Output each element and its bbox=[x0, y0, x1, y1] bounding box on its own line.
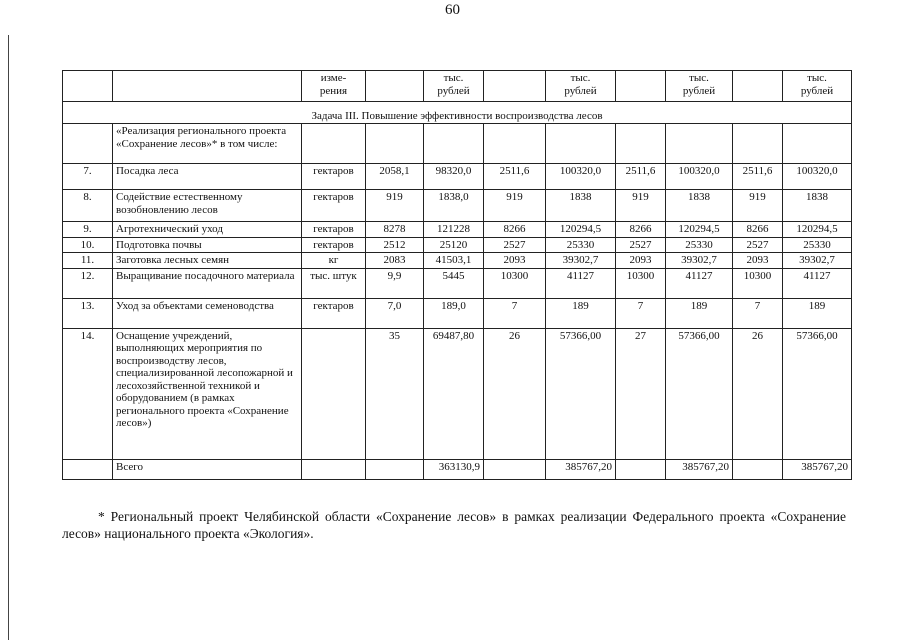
row-unit: гектаров bbox=[302, 190, 366, 222]
row-value: 1838 bbox=[666, 190, 733, 222]
row-value: 919 bbox=[366, 190, 424, 222]
row-name: Содействие естественному возобновлению лесов bbox=[113, 190, 302, 222]
row-value: 25330 bbox=[783, 237, 852, 253]
total-value: 363130,9 bbox=[424, 459, 484, 479]
row-value: 120294,5 bbox=[783, 222, 852, 238]
money-header: тыс. рублей bbox=[666, 71, 733, 102]
row-value: 2511,6 bbox=[484, 164, 546, 190]
project-intro-row bbox=[63, 124, 852, 164]
row-value: 121228 bbox=[424, 222, 484, 238]
row-value: 2512 bbox=[366, 237, 424, 253]
row-value: 189,0 bbox=[424, 298, 484, 328]
row-value: 7 bbox=[733, 298, 783, 328]
row-value: 2511,6 bbox=[616, 164, 666, 190]
row-value: 41127 bbox=[546, 268, 616, 298]
row-value: 10300 bbox=[733, 268, 783, 298]
row-name: Уход за объектами семеноводства bbox=[113, 298, 302, 328]
row-value: 25330 bbox=[666, 237, 733, 253]
total-row bbox=[63, 459, 852, 479]
row-name: Выращивание посадочного материала bbox=[113, 268, 302, 298]
row-value: 27 bbox=[616, 328, 666, 459]
forest-reproduction-table bbox=[62, 70, 852, 480]
row-number: 13. bbox=[63, 298, 113, 328]
row-value: 41127 bbox=[783, 268, 852, 298]
row-value: 26 bbox=[484, 328, 546, 459]
row-value: 2527 bbox=[616, 237, 666, 253]
row-value: 5445 bbox=[424, 268, 484, 298]
row-value: 8266 bbox=[616, 222, 666, 238]
row-value: 1838 bbox=[546, 190, 616, 222]
row-value: 8266 bbox=[733, 222, 783, 238]
row-number: 9. bbox=[63, 222, 113, 238]
row-number: 7. bbox=[63, 164, 113, 190]
row-value: 100320,0 bbox=[546, 164, 616, 190]
total-value: 385767,20 bbox=[783, 459, 852, 479]
row-value: 919 bbox=[616, 190, 666, 222]
table-row bbox=[63, 190, 852, 222]
row-value: 7 bbox=[484, 298, 546, 328]
row-value: 98320,0 bbox=[424, 164, 484, 190]
row-name: Агротехнический уход bbox=[113, 222, 302, 238]
row-number: 10. bbox=[63, 237, 113, 253]
table-row bbox=[63, 222, 852, 238]
row-value: 39302,7 bbox=[666, 253, 733, 269]
row-value: 120294,5 bbox=[546, 222, 616, 238]
row-unit: кг bbox=[302, 253, 366, 269]
row-name: Заготовка лесных семян bbox=[113, 253, 302, 269]
table-row bbox=[63, 237, 852, 253]
row-value: 189 bbox=[666, 298, 733, 328]
row-value: 2527 bbox=[484, 237, 546, 253]
row-value: 2511,6 bbox=[733, 164, 783, 190]
row-name: Оснащение учреждений, выполняющих мероприятия по воспроизводству лесов, специализированной лесопожарной и лесохозяйственной техникой и оборудованием (в рамках регионального проекта «Сохранение лесов») bbox=[113, 328, 302, 459]
total-value: 385767,20 bbox=[546, 459, 616, 479]
row-unit: гектаров bbox=[302, 222, 366, 238]
row-value: 2093 bbox=[616, 253, 666, 269]
row-value: 7 bbox=[616, 298, 666, 328]
left-margin-line bbox=[8, 35, 9, 640]
row-value: 9,9 bbox=[366, 268, 424, 298]
row-value: 57366,00 bbox=[783, 328, 852, 459]
row-name: Подготовка почвы bbox=[113, 237, 302, 253]
row-value: 919 bbox=[733, 190, 783, 222]
row-value: 41127 bbox=[666, 268, 733, 298]
row-value: 26 bbox=[733, 328, 783, 459]
row-value: 100320,0 bbox=[783, 164, 852, 190]
row-value: 25330 bbox=[546, 237, 616, 253]
row-number: 8. bbox=[63, 190, 113, 222]
row-name: Посадка леса bbox=[113, 164, 302, 190]
row-value: 189 bbox=[783, 298, 852, 328]
row-value: 35 bbox=[366, 328, 424, 459]
footnote-text: * Региональный проект Челябинской области «Сохранение лесов» в рамках реализации Федерального проекта «Сохранение лесов» национального проекта «Экология». bbox=[62, 509, 846, 541]
header-row bbox=[63, 71, 852, 102]
money-header: тыс. рублей bbox=[783, 71, 852, 102]
total-label: Всего bbox=[113, 459, 302, 479]
row-value: 69487,80 bbox=[424, 328, 484, 459]
row-value: 1838 bbox=[783, 190, 852, 222]
row-number: 11. bbox=[63, 253, 113, 269]
row-number: 14. bbox=[63, 328, 113, 459]
row-number: 12. bbox=[63, 268, 113, 298]
money-header: тыс. рублей bbox=[424, 71, 484, 102]
row-value: 39302,7 bbox=[546, 253, 616, 269]
table-row bbox=[63, 164, 852, 190]
table-row bbox=[63, 328, 852, 459]
footnote bbox=[62, 508, 846, 542]
table-row bbox=[63, 268, 852, 298]
row-value: 57366,00 bbox=[546, 328, 616, 459]
row-unit: тыс. штук bbox=[302, 268, 366, 298]
row-value: 189 bbox=[546, 298, 616, 328]
row-value: 8266 bbox=[484, 222, 546, 238]
row-value: 57366,00 bbox=[666, 328, 733, 459]
unit-header: изме- рения bbox=[302, 71, 366, 102]
page-number: 60 bbox=[445, 2, 460, 18]
row-value: 10300 bbox=[616, 268, 666, 298]
row-value: 120294,5 bbox=[666, 222, 733, 238]
task-title-row bbox=[63, 102, 852, 124]
row-value: 7,0 bbox=[366, 298, 424, 328]
task-title: Задача III. Повышение эффективности воспроизводства лесов bbox=[63, 102, 852, 124]
row-unit: гектаров bbox=[302, 164, 366, 190]
row-unit: гектаров bbox=[302, 237, 366, 253]
money-header: тыс. рублей bbox=[546, 71, 616, 102]
row-value: 2083 bbox=[366, 253, 424, 269]
project-intro: «Реализация регионального проекта «Сохранение лесов»* в том числе: bbox=[113, 124, 302, 164]
table-row bbox=[63, 298, 852, 328]
table-row bbox=[63, 253, 852, 269]
total-value: 385767,20 bbox=[666, 459, 733, 479]
row-value: 39302,7 bbox=[783, 253, 852, 269]
row-value: 2527 bbox=[733, 237, 783, 253]
row-value: 41503,1 bbox=[424, 253, 484, 269]
row-value: 2093 bbox=[484, 253, 546, 269]
row-unit bbox=[302, 328, 366, 459]
row-value: 2058,1 bbox=[366, 164, 424, 190]
row-value: 2093 bbox=[733, 253, 783, 269]
row-value: 25120 bbox=[424, 237, 484, 253]
row-value: 8278 bbox=[366, 222, 424, 238]
row-value: 100320,0 bbox=[666, 164, 733, 190]
row-value: 10300 bbox=[484, 268, 546, 298]
row-value: 919 bbox=[484, 190, 546, 222]
row-unit: гектаров bbox=[302, 298, 366, 328]
row-value: 1838,0 bbox=[424, 190, 484, 222]
